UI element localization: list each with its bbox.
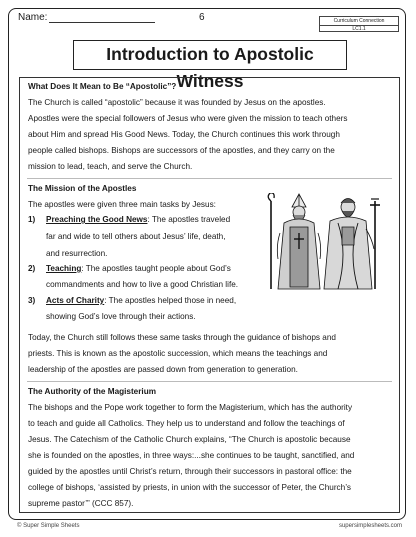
section3-line: she is founded on the apostles, in three ways:...she continues to be taught, sanctified, and xyxy=(28,451,355,460)
section1-line: mission to lead, teach, and serve the Church. xyxy=(28,162,193,171)
list-item-continuation: commandments and how to live a good Christian life. xyxy=(46,280,239,289)
name-field[interactable] xyxy=(49,22,155,23)
list-term: Preaching the Good News xyxy=(46,215,148,224)
section2-intro: The apostles were given three main tasks by Jesus: xyxy=(28,200,216,209)
section3-line: The bishops and the Pope work together to form the Magisterium, which has the authority xyxy=(28,403,353,412)
list-number: 2) xyxy=(28,264,36,273)
section1-line: about Him and spread His Good News. Today, the Church continues this work through xyxy=(28,130,340,139)
list-item-continuation: and resurrection. xyxy=(46,249,108,258)
list-item xyxy=(46,212,230,228)
section1-line: people called bishops. Bishops are successors of the apostles, and they carry on the xyxy=(28,146,335,155)
list-item-continuation: showing God’s love through their actions. xyxy=(46,312,196,321)
section1-line: Apostles were the special followers of Jesus who were given the mission to teach others xyxy=(28,114,348,123)
footer-copyright: © Super Simple Sheets xyxy=(17,523,80,529)
list-item xyxy=(46,293,236,309)
apostles-illustration xyxy=(264,193,394,291)
section1-heading: What Does It Mean to Be “Apostolic”? xyxy=(28,82,177,91)
list-number: 3) xyxy=(28,296,36,305)
bishop-figure xyxy=(268,193,320,289)
list-text: : The apostles traveled xyxy=(147,215,231,224)
section2-closing-line: priests. This is known as the apostolic succession, which means the teachings and xyxy=(28,349,328,358)
section2-closing-line: Today, the Church still follows these same tasks through the guidance of bishops and xyxy=(28,333,336,342)
list-item xyxy=(46,261,231,277)
divider xyxy=(27,178,392,179)
divider xyxy=(27,381,392,382)
curriculum-connection-code: LC1.1 xyxy=(352,26,366,32)
section3-line: college of bishops, ‘assisted by priests, in union with the successor of Peter, the Church’s xyxy=(28,483,351,492)
section3-line: Jesus. The Catechism of the Catholic Church explains, “The Church is apostolic because xyxy=(28,435,351,444)
section2-heading: The Mission of the Apostles xyxy=(28,184,137,193)
curriculum-connection-title: Curriculum Connection xyxy=(320,18,398,26)
list-number: 1) xyxy=(28,215,36,224)
section1-line: The Church is called “apostolic” because it was founded by Jesus on the apostles. xyxy=(28,98,326,107)
name-label: Name: xyxy=(18,12,48,23)
section2-closing-line: leadership of the apostles are passed down from generation to generation. xyxy=(28,365,298,374)
section3-line: to teach and guide all Catholics. They help us to understand and follow the teachings of xyxy=(28,419,345,428)
apostle-figure xyxy=(324,199,380,290)
page-title: Introduction to Apostolic Witness xyxy=(73,40,347,70)
footer-website[interactable]: supersimplesheets.com xyxy=(338,523,402,529)
section3-heading: The Authority of the Magisterium xyxy=(28,387,156,396)
list-item-continuation: far and wide to tell others about Jesus’ life, death, xyxy=(46,232,226,241)
list-text: : The apostles helped those in need, xyxy=(104,296,237,305)
section3-line: supreme pastor’” (CCC 857). xyxy=(28,499,134,508)
page-number: 6 xyxy=(199,12,205,23)
section3-line: guided by the apostles until Christ’s return, through their successors in pastoral office: the xyxy=(28,467,352,476)
list-term: Teaching xyxy=(46,264,82,273)
curriculum-connection-box xyxy=(319,16,399,32)
list-term: Acts of Charity xyxy=(46,296,105,305)
list-text: : The apostles taught people about God’s xyxy=(81,264,231,273)
